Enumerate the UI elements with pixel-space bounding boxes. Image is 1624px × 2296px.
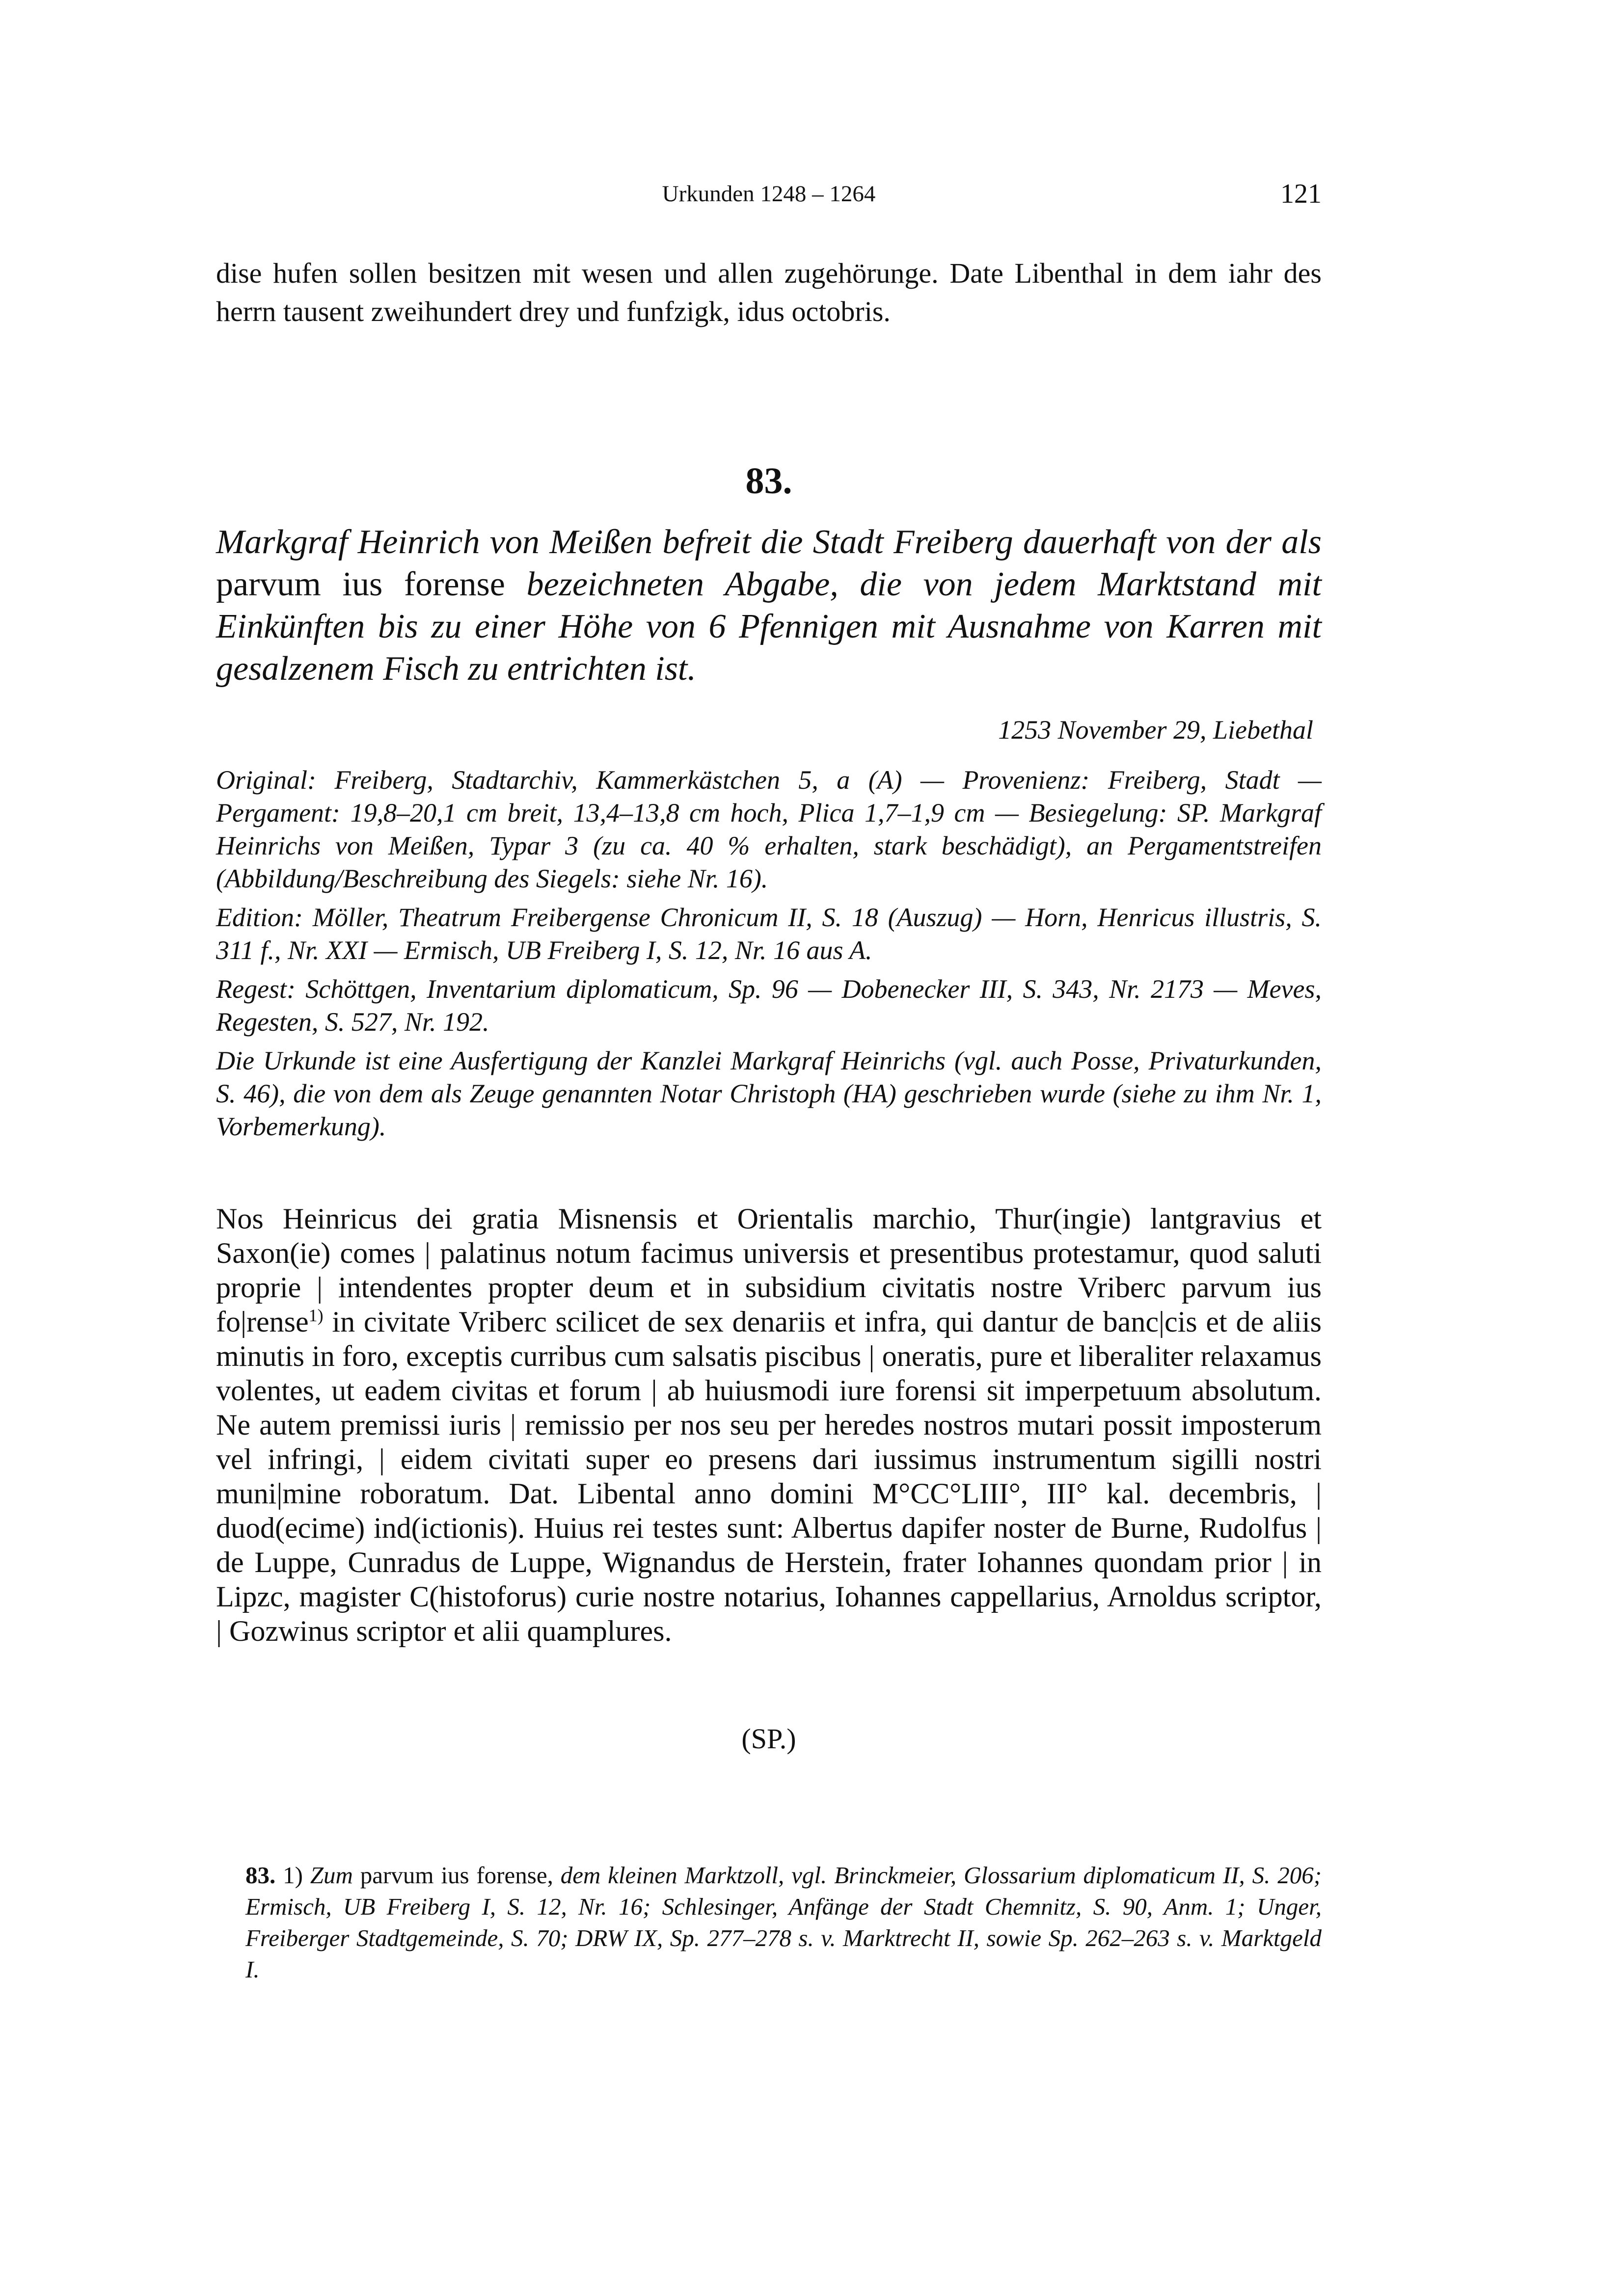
critical-apparatus [216,764,1322,1149]
page-number: 121 [1280,179,1322,209]
apparatus-original: Original: Freiberg, Stadtarchiv, Kammerkästchen 5, a (A) — Provenienz: Freiberg, Stadt — Pergament: 19,8–20,1 cm breit, 13,4–13,8 cm hoch, Plica 1,7–1,9 cm — Besiegelung: SP. Markgraf Heinrichs von Meißen, Typar 3 (zu ca. 40 % erhalten, stark beschädigt), an Pergamentstreifen (Abbildung/Beschreibung des Siegels: siehe Nr. 16). [216,765,1322,893]
apparatus-regest: Regest: Schöttgen, Inventarium diplomaticum, Sp. 96 — Dobenecker III, S. 343, Nr. 2173 — Meves, Regesten, S. 527, Nr. 192. [216,974,1322,1037]
footnote-reference[interactable]: 1) [308,1306,324,1325]
footnote-document-number: 83. [245,1862,276,1889]
regest-part-2: bezeichneten Abgabe, die von jedem Marktstand mit Einkünften bis zu einer Höhe von 6 Pfennigen mit Ausnahme von Karren mit gesalzenem Fisch zu entrichten ist. [216,565,1322,688]
document-number: 83. [745,460,792,502]
apparatus-note: Die Urkunde ist eine Ausfertigung der Kanzlei Markgraf Heinrichs (vgl. auch Posse, Privaturkunden, S. 46), die von dem als Zeuge genannten Notar Christoph (HA) geschrieben wurde (siehe zu ihm Nr. 1, Vorbemerkung). [216,1046,1322,1141]
document-date-place: 1253 November 29, Liebethal [998,715,1313,745]
regest-part-1: Markgraf Heinrich von Meißen befreit die Stadt Freiberg dauerhaft von der als [216,523,1322,561]
footnote-term: parvum ius forense, [360,1862,553,1889]
footnote-lead: Zum [310,1862,353,1889]
footnote-marker: 1) [283,1862,303,1889]
footnote [245,1860,1322,1985]
apparatus-edition: Edition: Möller, Theatrum Freibergense Chronicum II, S. 18 (Auszug) — Horn, Henricus illustris, S. 311 f., Nr. XXI — Ermisch, UB Freiberg I, S. 12, Nr. 16 aus A. [216,903,1322,965]
running-header-title: Urkunden 1248 – 1264 [662,181,876,207]
continued-text: dise hufen sollen besitzen mit wesen und allen zugehörunge. Date Libenthal in dem iahr des herrn tausent zweihundert drey und funfzigk, idus octobris. [216,257,1322,327]
charter-text-part-2: in civitate Vriberc scilicet de sex denariis et infra, qui dantur de banc|cis et de aliis minutis in foro, exceptis curribus cum salsatis piscibus | oneratis, pure et liberaliter relaxamus volentes, ut eadem civitas et forum | ab huiusmodi iure forensi sit imperpetuum absolutum. Ne autem premissi iuris | remissio per nos seu per heredes nostros mutari possit imposterum vel infringi, | eidem civitati super eo presens dari iussimus instrumentum sigilli nostri muni|mine roboratum. Dat. Libental anno domini M°CC°LIII°, III° kal. decembris, | duod(ecime) ind(ictionis). Huius rei testes sunt: Albertus dapifer noster de Burne, Rudolfus | de Luppe, Cunradus de Luppe, Wignandus de Herstein, frater Iohannes quondam prior | in Lipzc, magister C(histoforus) curie nostre notarius, Iohannes cappellarius, Arnoldus scriptor, | Gozwinus scriptor et alii quamplures. [216,1306,1322,1647]
charter-text-part-1: Nos Heinricus dei gratia Misnensis et Orientalis marchio, Thur(ingie) lantgravius et Saxon(ie) comes | palatinus notum facimus universis et presentibus protestamur, quod saluti proprie | intendentes propter deum et in subsidium civitatis nostre Vriberc parvum ius fo|rense [216,1202,1322,1338]
regest-term: parvum ius forense [216,565,505,603]
document-regest [216,521,1322,690]
footnote-text: dem kleinen Marktzoll, vgl. Brinckmeier, Glossarium diplomaticum II, S. 206; Ermisch, UB Freiberg I, S. 12, Nr. 16; Schlesinger, Anfänge der Stadt Chemnitz, S. 90, Anm. 1; Unger, Freiberger Stadtgemeinde, S. 70; DRW IX, Sp. 277–278 s. v. Marktrecht II, sowie Sp. 262–263 s. v. Marktgeld I. [245,1862,1322,1983]
seal-note: (SP.) [741,1723,796,1755]
charter-text [216,1201,1322,1648]
running-header [216,177,1322,211]
